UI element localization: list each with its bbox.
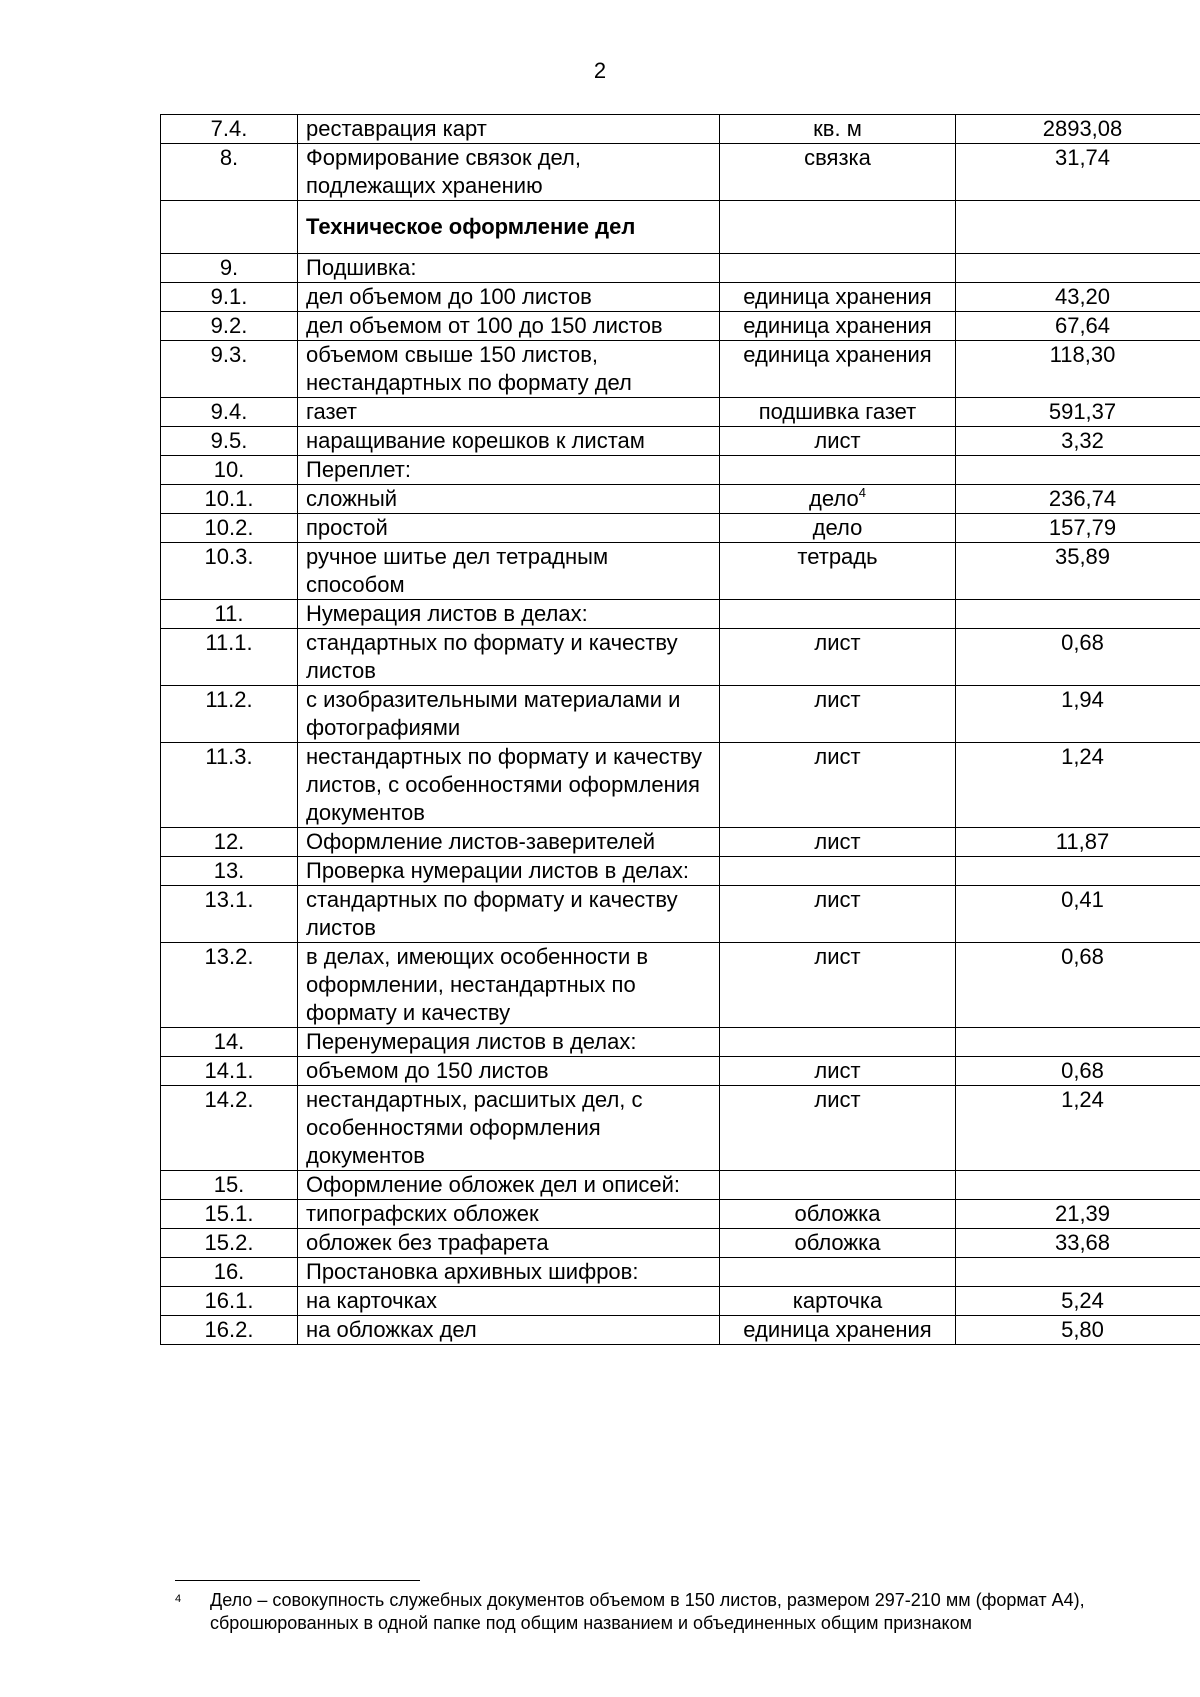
rate-value-text: 0,68 (1061, 630, 1104, 655)
work-name-text: обложек без трафарета (306, 1230, 549, 1255)
table-row (161, 629, 1200, 686)
unit-cell (720, 201, 956, 254)
row-number-text: 8. (219, 145, 239, 170)
rate-value-cell (956, 1171, 1200, 1200)
work-name-text: с изобразительными материалами и фотографиями (306, 687, 681, 740)
rate-value-text: 591,37 (1048, 399, 1117, 424)
rate-value-cell (956, 857, 1200, 886)
rate-value-cell (956, 398, 1200, 427)
work-name-text: Переплет: (306, 457, 411, 482)
unit-cell (720, 115, 956, 144)
rate-value-cell (956, 1316, 1200, 1345)
row-number-text: 15.2. (204, 1230, 254, 1255)
row-number-text: 11. (214, 601, 244, 626)
unit-text: карточка (792, 1288, 883, 1313)
unit-text: подшивка газет (758, 399, 917, 424)
row-number-text: 15. (213, 1172, 245, 1197)
row-number-text: 11.3. (205, 744, 253, 769)
rate-value-cell (956, 456, 1200, 485)
rate-value-cell (956, 828, 1200, 857)
table-row (161, 341, 1200, 398)
table-row (161, 144, 1200, 201)
rates-table (160, 114, 1200, 1345)
rate-value-text: 1,24 (1061, 1087, 1104, 1112)
work-name-cell (298, 427, 720, 456)
rate-value-text: 35,89 (1054, 544, 1111, 569)
unit-cell (720, 1258, 956, 1287)
row-number-cell (161, 427, 298, 456)
work-name-text: Оформление листов-заверителей (306, 829, 656, 854)
work-name-cell (298, 485, 720, 514)
work-name-cell (298, 1028, 720, 1057)
rate-value-cell (956, 312, 1200, 341)
rate-value-cell (956, 514, 1200, 543)
work-name-cell (298, 629, 720, 686)
table-row (161, 743, 1200, 828)
rate-value-cell (956, 543, 1200, 600)
work-name-text: объемом свыше 150 листов, нестандартных по формату дел (306, 342, 632, 395)
table-row (161, 828, 1200, 857)
unit-cell (720, 1086, 956, 1171)
unit-cell (720, 686, 956, 743)
unit-cell (720, 943, 956, 1028)
work-name-cell (298, 1287, 720, 1316)
work-name-text: Перенумерация листов в делах: (306, 1029, 637, 1054)
unit-cell (720, 398, 956, 427)
rate-value-cell (956, 886, 1200, 943)
work-name-cell (298, 1316, 720, 1345)
table-row (161, 543, 1200, 600)
row-number-cell (161, 1200, 298, 1229)
unit-text: единица хранения (743, 342, 932, 367)
row-number-text: 10.2. (204, 515, 254, 540)
rate-value-text: 0,41 (1061, 887, 1104, 912)
row-number-cell (161, 1171, 298, 1200)
work-name-text: типографских обложек (306, 1201, 539, 1226)
work-name-cell (298, 943, 720, 1028)
rate-value-text: 1,94 (1061, 687, 1104, 712)
row-number-cell (161, 341, 298, 398)
unit-cell (720, 857, 956, 886)
table-row (161, 1200, 1200, 1229)
row-number-cell (161, 1287, 298, 1316)
work-name-cell (298, 600, 720, 629)
row-number-text: 14.2. (204, 1087, 254, 1112)
work-name-text: дел объемом от 100 до 150 листов (306, 313, 663, 338)
work-name-cell (298, 543, 720, 600)
rate-value-cell (956, 1028, 1200, 1057)
row-number-text: 13.1. (204, 887, 254, 912)
table-row (161, 254, 1200, 283)
work-name-cell (298, 398, 720, 427)
unit-text: единица хранения (743, 1317, 932, 1342)
work-name-cell (298, 1200, 720, 1229)
table-row (161, 1316, 1200, 1345)
work-name-text: Нумерация листов в делах: (306, 601, 588, 626)
row-number-text: 9.1. (210, 284, 248, 309)
row-number-text: 9.3. (210, 342, 248, 367)
table-row (161, 514, 1200, 543)
rate-value-cell (956, 283, 1200, 312)
work-name-cell (298, 312, 720, 341)
row-number-text: 11.2. (205, 687, 253, 712)
row-number-cell (161, 857, 298, 886)
row-number-cell (161, 1028, 298, 1057)
row-number-text: 9. (219, 255, 239, 280)
table-row (161, 398, 1200, 427)
unit-cell (720, 743, 956, 828)
row-number-text: 10.1. (204, 486, 254, 511)
row-number-cell (161, 1258, 298, 1287)
work-name-cell (298, 686, 720, 743)
unit-text: кв. м (813, 116, 862, 141)
work-name-cell (298, 828, 720, 857)
rate-value-cell (956, 943, 1200, 1028)
unit-cell (720, 600, 956, 629)
unit-text: лист (814, 428, 861, 453)
row-number-text: 7.4. (210, 116, 248, 141)
row-number-text: 16.1. (204, 1288, 254, 1313)
unit-text: дело (812, 515, 863, 540)
unit-cell (720, 1028, 956, 1057)
work-name-cell (298, 254, 720, 283)
row-number-cell (161, 886, 298, 943)
unit-cell (720, 1200, 956, 1229)
rate-value-cell (956, 485, 1200, 514)
work-name-cell (298, 1086, 720, 1171)
unit-text: лист (814, 687, 861, 712)
rate-value-text: 31,74 (1054, 145, 1111, 170)
unit-cell (720, 1316, 956, 1345)
table-row (161, 427, 1200, 456)
footnote (175, 1589, 1145, 1635)
rate-value-cell (956, 341, 1200, 398)
table-row (161, 456, 1200, 485)
unit-cell (720, 456, 956, 485)
work-name-text: в делах, имеющих особенности в оформлении, нестандартных по формату и качеству (306, 944, 649, 1025)
row-number-cell (161, 1057, 298, 1086)
table-row (161, 1229, 1200, 1258)
work-name-cell (298, 886, 720, 943)
rate-value-cell (956, 115, 1200, 144)
unit-cell (720, 254, 956, 283)
work-name-text: дел объемом до 100 листов (306, 284, 592, 309)
section-title-text: Техническое оформление дел (306, 214, 636, 239)
row-number-cell (161, 828, 298, 857)
rate-value-text: 0,68 (1061, 944, 1104, 969)
row-number-cell (161, 1086, 298, 1171)
table-row (161, 1287, 1200, 1316)
work-name-cell (298, 1057, 720, 1086)
unit-cell (720, 514, 956, 543)
work-name-text: ручное шитье дел тетрадным способом (306, 544, 609, 597)
unit-cell (720, 886, 956, 943)
section-header-row (161, 201, 1200, 254)
rate-value-cell (956, 1086, 1200, 1171)
unit-text: дело (809, 486, 859, 511)
work-name-cell (298, 1229, 720, 1258)
row-number-text: 16. (213, 1259, 245, 1284)
page-number: 2 (593, 58, 607, 83)
row-number-cell (161, 600, 298, 629)
unit-text: лист (814, 1058, 861, 1083)
section-title-cell (298, 201, 720, 254)
rate-value-text: 43,20 (1054, 284, 1111, 309)
unit-text: лист (814, 630, 861, 655)
table-row (161, 1057, 1200, 1086)
work-name-text: Оформление обложек дел и описей: (306, 1172, 681, 1197)
row-number-text: 10.3. (204, 544, 254, 569)
rates-table-body (161, 115, 1200, 1345)
table-row (161, 1171, 1200, 1200)
footnote-text: Дело – совокупность служебных документов объемом в 150 листов, размером 297-210 мм (формат А4), сброшюрованных в одной папке под общим названием и объединенных общим признаком (210, 1590, 1085, 1633)
rate-value-text: 3,32 (1061, 428, 1104, 453)
unit-cell (720, 1057, 956, 1086)
unit-text: лист (814, 744, 861, 769)
work-name-cell (298, 514, 720, 543)
work-name-text: Формирование связок дел, подлежащих хранению (306, 145, 581, 198)
work-name-cell (298, 1258, 720, 1287)
row-number-cell (161, 629, 298, 686)
work-name-cell (298, 456, 720, 485)
rate-value-text: 118,30 (1049, 342, 1116, 367)
rate-value-text: 0,68 (1061, 1058, 1104, 1083)
rate-value-text: 5,24 (1061, 1288, 1104, 1313)
unit-text: обложка (794, 1201, 881, 1226)
row-number-cell (161, 1316, 298, 1345)
work-name-text: Простановка архивных шифров: (306, 1259, 639, 1284)
unit-cell (720, 341, 956, 398)
unit-cell (720, 1287, 956, 1316)
row-number-cell (161, 312, 298, 341)
row-number-text: 14. (213, 1029, 245, 1054)
table-row (161, 886, 1200, 943)
rate-value-cell (956, 1057, 1200, 1086)
row-number-text: 11.1. (205, 630, 253, 655)
table-row (161, 283, 1200, 312)
row-number-text: 12. (213, 829, 245, 854)
rate-value-cell (956, 201, 1200, 254)
unit-cell (720, 312, 956, 341)
rate-value-text: 2893,08 (1042, 116, 1123, 141)
work-name-text: Подшивка: (306, 255, 417, 280)
unit-text: обложка (794, 1230, 881, 1255)
work-name-text: нестандартных, расшитых дел, с особенностями оформления документов (306, 1087, 643, 1168)
row-number-text: 9.4. (210, 399, 248, 424)
work-name-cell (298, 283, 720, 312)
work-name-text: реставрация карт (306, 116, 487, 141)
table-row (161, 857, 1200, 886)
work-name-text: Проверка нумерации листов в делах: (306, 858, 689, 883)
row-number-text: 16.2. (204, 1317, 254, 1342)
unit-cell (720, 283, 956, 312)
row-number-cell (161, 398, 298, 427)
work-name-cell (298, 1171, 720, 1200)
rate-value-text: 11,87 (1055, 829, 1110, 854)
table-row (161, 943, 1200, 1028)
rate-value-cell (956, 144, 1200, 201)
row-number-cell (161, 456, 298, 485)
table-row (161, 686, 1200, 743)
work-name-cell (298, 115, 720, 144)
work-name-text: стандартных по формату и качеству листов (306, 887, 678, 940)
rate-value-cell (956, 743, 1200, 828)
footnote-separator (175, 1580, 420, 1581)
footnote-reference: 4 (858, 485, 866, 500)
footnote-mark: 4 (175, 1593, 182, 1605)
unit-cell (720, 485, 956, 514)
unit-text: единица хранения (743, 313, 932, 338)
rate-value-text: 1,24 (1061, 744, 1104, 769)
work-name-cell (298, 857, 720, 886)
unit-cell (720, 427, 956, 456)
rate-value-cell (956, 1200, 1200, 1229)
table-row (161, 1028, 1200, 1057)
row-number-text: 15.1. (204, 1201, 254, 1226)
work-name-text: на обложках дел (306, 1317, 477, 1342)
unit-text: лист (814, 944, 861, 969)
row-number-cell (161, 543, 298, 600)
unit-text: лист (814, 1087, 861, 1112)
row-number-cell (161, 743, 298, 828)
work-name-text: на карточках (306, 1288, 437, 1313)
work-name-text: нестандартных по формату и качеству листов, с особенностями оформления документов (306, 744, 702, 825)
row-number-cell (161, 283, 298, 312)
rate-value-cell (956, 1258, 1200, 1287)
table-row (161, 1258, 1200, 1287)
unit-text: лист (814, 829, 861, 854)
row-number-cell (161, 254, 298, 283)
rate-value-text: 157,79 (1048, 515, 1117, 540)
work-name-text: наращивание корешков к листам (306, 428, 645, 453)
row-number-text: 13.2. (204, 944, 254, 969)
unit-cell (720, 828, 956, 857)
row-number-cell (161, 514, 298, 543)
unit-cell (720, 1171, 956, 1200)
rate-value-text: 5,80 (1061, 1317, 1104, 1342)
row-number-cell (161, 943, 298, 1028)
table-row (161, 312, 1200, 341)
unit-text: лист (814, 887, 861, 912)
unit-cell (720, 144, 956, 201)
work-name-cell (298, 144, 720, 201)
work-name-cell (298, 743, 720, 828)
table-row (161, 485, 1200, 514)
rate-value-cell (956, 600, 1200, 629)
rate-value-cell (956, 1287, 1200, 1316)
rate-value-text: 236,74 (1048, 486, 1117, 511)
table-row (161, 1086, 1200, 1171)
row-number-cell (161, 201, 298, 254)
rate-value-cell (956, 686, 1200, 743)
row-number-cell (161, 686, 298, 743)
rate-value-text: 67,64 (1054, 313, 1111, 338)
row-number-cell (161, 115, 298, 144)
work-name-text: сложный (306, 486, 398, 511)
rate-value-cell (956, 427, 1200, 456)
rate-value-cell (956, 629, 1200, 686)
row-number-text: 9.2. (210, 313, 248, 338)
row-number-cell (161, 1229, 298, 1258)
row-number-text: 9.5. (210, 428, 248, 453)
unit-text: единица хранения (743, 284, 932, 309)
unit-cell (720, 1229, 956, 1258)
table-row (161, 115, 1200, 144)
unit-text: тетрадь (797, 544, 878, 569)
row-number-cell (161, 485, 298, 514)
work-name-text: простой (306, 515, 388, 540)
work-name-text: объемом до 150 листов (306, 1058, 549, 1083)
unit-text: связка (804, 145, 871, 170)
row-number-text: 13. (213, 858, 245, 883)
row-number-cell (161, 144, 298, 201)
table-row (161, 600, 1200, 629)
rate-value-cell (956, 254, 1200, 283)
row-number-text: 10. (213, 457, 245, 482)
rate-value-cell (956, 1229, 1200, 1258)
work-name-cell (298, 341, 720, 398)
unit-cell (720, 629, 956, 686)
rate-value-text: 21,39 (1054, 1201, 1111, 1226)
unit-cell (720, 543, 956, 600)
work-name-text: стандартных по формату и качеству листов (306, 630, 678, 683)
row-number-text: 14.1. (204, 1058, 254, 1083)
rate-value-text: 33,68 (1054, 1230, 1111, 1255)
work-name-text: газет (306, 399, 357, 424)
